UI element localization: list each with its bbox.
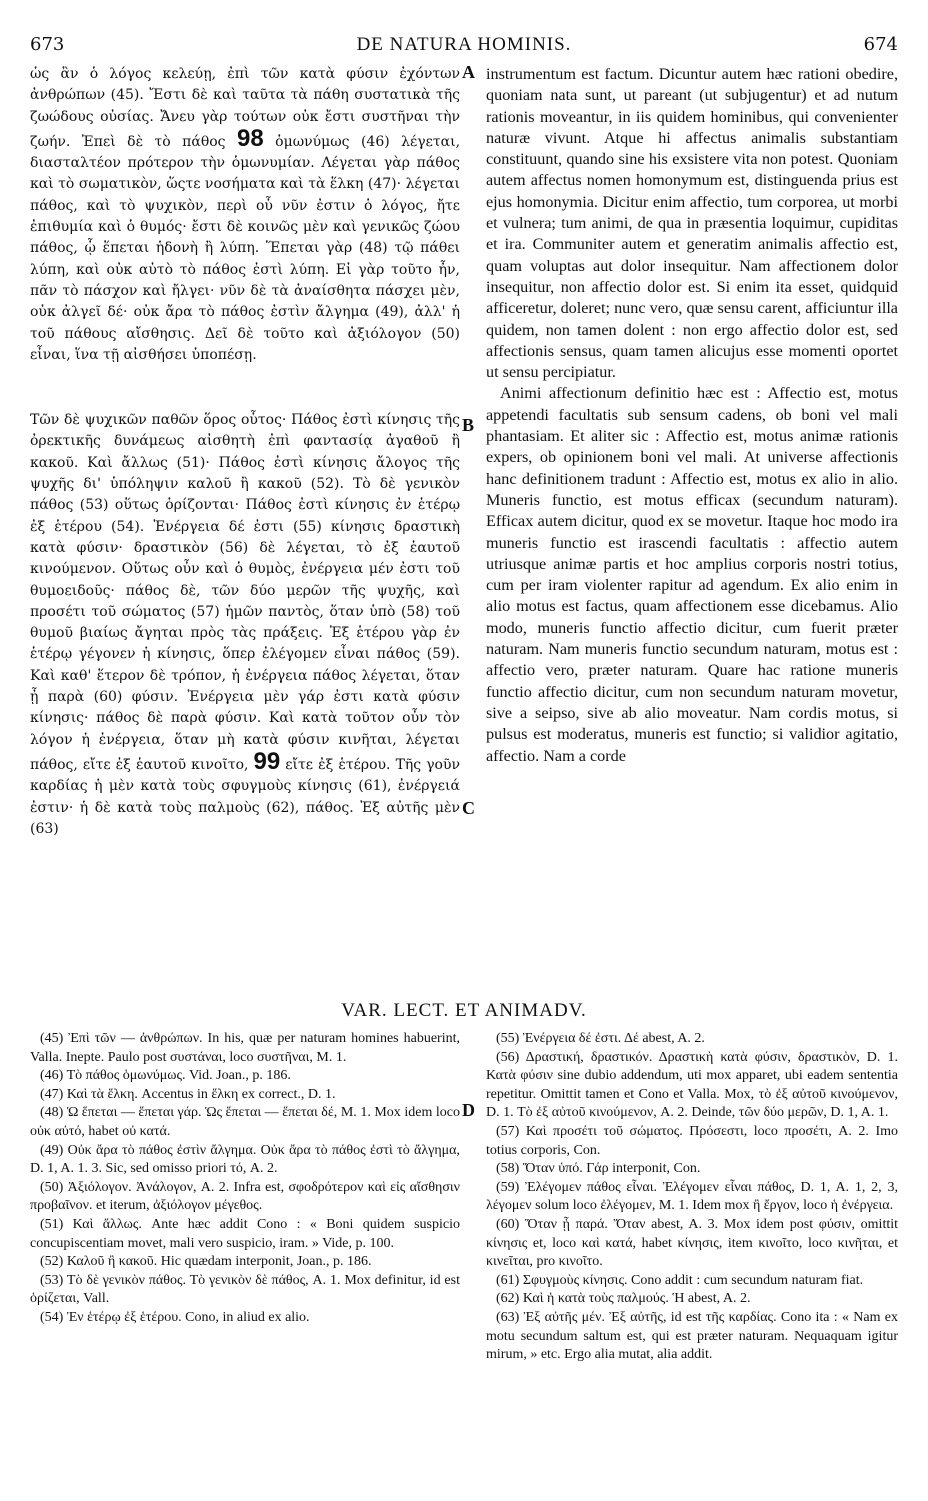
note: (49) Οὐκ ἄρα τὸ πάθος ἐστὶν ἄλγημα. Οὐκ ἄρα τὸ πάθος ἐστὶ τὸ ἄλγημα, D. 1, A. 1. 3. Sic, sed omisso priori τό, A. 2. xyxy=(30,1142,460,1177)
latin-paragraph: instrumentum est factum. Dicuntur autem hæc rationi obedire, quoniam nata sunt, ut pareant (ut subjugentur) et ad nutum rationis moveantur, in iis quidem hominibus, qui convenienter naturæ vivunt. Atque hi affectus animalis substantiam constituunt, quando sine his exsistere vita non potest. Quoniam autem affectus nomen homonymum est, distinguenda prius est ejus homonymia. Dicitur enim affectio, tum corporea, ut morbi et vulnera; tum animi, de qua in præsentia loquimur, cupiditas et ira. Communiter autem et generatim animalis affectio est, quam voluptas aut dolor insequitur. Nam affectionem dolor insequitur, non affectio dolor est. Si enim ita esset, quidquid afficeretur, doleret; nunc vero, quæ sensu carent, afficiuntur illa quidem, non tamen dolent : non ergo affectio dolor est, sed affectionis sensus, quam tamen alicujus esse momenti oportet ut sensu percipiatur. xyxy=(486,65,898,382)
margin-marker: A xyxy=(462,62,475,82)
greek-text: Τῶν δὲ ψυχικῶν παθῶν ὅρος οὗτος· Πάθος ἐστὶ κίνησις τῆς ὀρεκτικῆς δυνάμεως αἰσθητὴ ἐπὶ φαντασίᾳ ἀγαθοῦ ἢ κακοῦ. Καὶ ἄλλως (51)· Πάθος ἐστὶ κίνησις ἄλογος τῆς ψυχῆς δι' ὑπόληψιν καλοῦ ἢ κακοῦ (52). Τὸ δὲ γενικὸν πάθος (53) οὕτως ὁρίζονται· Πάθος ἐστὶ κίνησις ἐν ἑτέρῳ ἐξ ἑτέρου (54). Ἐνέργεια δέ ἐστι (55) κίνησις δραστικὴ κατὰ φύσιν· δραστικὸν (56) δὲ λέγεται, τὸ ἐξ ἑαυτοῦ κινούμενον. Οὕτως οὖν καὶ ὁ θυμὸς, ἐνέργεια μέν ἐστι τοῦ θυμοειδοῦς· πάθος δὲ, τῶν δύο μερῶν τῆς ψυχῆς, καὶ προσέτι τοῦ σώματος (57) ἡμῶν παντὸς, ὅταν ὑπὸ (58) τοῦ θυμοῦ βιαίως ἄγηται πρὸς τὰς πράξεις. Ἐξ ἑτέρου γὰρ ἐν ἑτέρῳ γέγονεν ἡ κίνησις, ὅπερ ἐλέγομεν εἶναι πάθος (59). Καὶ καθ' ἕτερον δὲ τρόπον, ἡ ἐνέργεια πάθος λέγεται, ὅταν ᾖ παρὰ (60) φύσιν. Ἐνέργεια μὲν γάρ ἐστι κατὰ φύσιν κίνησις· πάθος δὲ παρὰ φύσιν. Καὶ κατὰ τοῦτον οὖν τὸν λόγον ἡ ἐνέργεια, ὅταν μὴ κατὰ φύσιν κινῆται, λέγεται πάθος, εἴτε ἐξ ἑαυτοῦ κινοῖτο, xyxy=(30,412,460,773)
margin-marker: D xyxy=(462,1100,475,1120)
note: (55) Ἐνέργεια δέ ἐστι. Δέ abest, A. 2. xyxy=(496,1031,705,1046)
greek-text: ὡς ἂν ὁ λόγος κελεύῃ, ἐπὶ τῶν κατὰ φύσιν ἐχόντων ἀνθρώπων (45). Ἔστι δὲ καὶ ταῦτα τὰ πάθη συστατικὰ τῆς ζωώδους οὐσίας. Ἄνευ γὰρ τούτων οὐκ ἔστι συστῆναι τὴν ζωήν. Ἐπεὶ δὲ τὸ πάθος xyxy=(30,66,460,150)
note: (51) Καὶ ἄλλως. Ante hæc addit Cono : « Boni quidem suspicio concupiscentiam movet, mali vero suspicio, iram. » Vide, p. 100. xyxy=(30,1216,460,1251)
running-title: DE NATURA HOMINIS. xyxy=(356,34,572,55)
note: (62) Καὶ ἡ κατὰ τοὺς παλμούς. Ἡ abest, A. 2. xyxy=(496,1291,751,1307)
note: (52) Καλοῦ ἢ κακοῦ. Hic quædam interponit, Joan., p. 186. xyxy=(40,1254,372,1270)
page-number-right: 674 xyxy=(863,34,898,55)
note: (45) Ἐπὶ τῶν — ἀνθρώπων. In his, quæ per naturam homines habuerint, Valla. Inepte. Paulo post συστάναι, loco συστῆναι, M. 1. xyxy=(30,1031,460,1065)
greek-paragraph xyxy=(30,64,460,366)
note: (60) Ὅταν ᾖ παρά. Ὅταν abest, A. 3. Mox idem post φύσιν, omittit κίνησις et, loco καὶ κατά, habet κίνησις, item κινοῖτο, loco κινῆται, et κινεῖται, pro κινοῖτο. xyxy=(486,1216,898,1270)
variant-readings-heading: VAR. LECT. ET ANIMADV. xyxy=(341,1000,587,1021)
note: (48) Ὡ ἕπεται — ἕπεται γάρ. Ὡς ἕπεται — ἕπεται δέ, M. 1. Mox idem loco οὐκ αὐτό, habet οὐ κατά. xyxy=(30,1105,460,1139)
latin-paragraph: Animi affectionum definitio hæc est : Affectio est, motus appetendi facultatis sub sensum cadens, ob boni vel mali phantasiam. Et aliter sic : Affectio est, motus animæ rationis expers, ob opinionem boni vel mali. At universe affectionis hanc definitionem tradunt : Affectio est, motus ex alio in alio. Muneris functio, est motus efficax (secundum naturam). Efficax autem dicitur, quod ex se movetur. Itaque hoc modo ira muneris functio est irascendi facultatis : affectio autem utriusque animæ partis et hoc amplius corporis nostri totius, cum per iram violenter rapitur ad agendum. Ex alio enim in alio motus est factus, quam affectionem esse dicebamus. Alio modo, muneris functio affectio dicitur, cum fuerit præter naturam. Nam muneris functio secundum naturam, motus est : affectio vero, præter naturam. Quare hac ratione muneris functio affectio dicitur, cum non secundum naturam movetur, sive a seipso, sive ab alio moveatur. Nam cordis motus, si pulsus est moderatus, muneris est functio; si validior agitatio, affectio. Nam a corde xyxy=(486,384,898,765)
greek-text: ὁμωνύμως (46) λέγεται, διασταλτέον πρότερον τὴν ὁμωνυμίαν. Λέγεται γὰρ πάθος καὶ τὸ σωματικὸν, ὥςτε νοσήματα καὶ τὰ ἕλκη (47)· λέγεται πάθος, καὶ τὸ ψυχικὸν, περὶ οὗ νῦν ἐστιν ὁ λόγος, ἤτε ἐπιθυμία καὶ ὁ θυμός· ἔστι δὲ κοινῶς μὲν καὶ γενικῶς ζώου πάθος, ᾧ ἕπεται ἡδονὴ ἢ λύπη. Ἕπεται γὰρ (48) τῷ πάθει λύπη, καὶ οὐκ αὐτὸ τὸ πάθος ἐστὶ λύπη. Εἰ γὰρ τοῦτο ἦν, πᾶν τὸ πάσχον καὶ ἤλγει· νῦν δὲ τὰ ἀναίσθητα πάσχει μὲν, οὐκ ἀλγεῖ δέ· οὐκ ἄρα τὸ πάθος ἐστὶν ἄλγημα (49), ἀλλ' ἡ τοῦ πάθους αἴσθησις. Δεῖ δὲ τοῦτο καὶ ἀξιόλογον (50) εἶναι, ἵνα τῇ αἰσθήσει ὑποπέσῃ. xyxy=(30,133,461,363)
note: (50) Ἀξιόλογον. Ἀνάλογον, A. 2. Infra est, σφοδρότερον καὶ εἰς αἴσθησιν προβαῖνον. et iterum, ἀξιόλογον μέγεθος. xyxy=(30,1179,460,1214)
page-number-left: 673 xyxy=(30,34,65,55)
notes-left-column xyxy=(30,1030,460,1328)
note: (63) Ἐξ αὐτῆς μέν. Ἐξ αὐτῆς, id est τῆς καρδίας. Cono ita : « Nam ex motu secundum saltum est, qui est præter naturam. Nequaquam igitur mirum, » etc. Ergo alia mutat, alia addit. xyxy=(486,1309,898,1363)
note: (53) Τὸ δὲ γενικὸν πάθος. Τὸ γενικὸν δὲ πάθος, A. 1. Mox definitur, id est ὁρίζεται, Vall. xyxy=(30,1272,460,1307)
section-number: 99 xyxy=(253,747,281,775)
margin-marker: B xyxy=(462,415,475,435)
margin-marker: C xyxy=(462,798,475,818)
greek-column xyxy=(30,64,460,840)
note: (57) Καὶ προσέτι τοῦ σώματος. Πρόσεστι, loco προσέτι, A. 2. Imo totius corporis, Con. xyxy=(486,1123,898,1158)
note: (59) Ἐλέγομεν πάθος εἶναι. Ἐλέγομεν εἶναι πάθος, D. 1, A. 1, 2, 3, λέγομεν solum loco ἐλέγομεν, M. 1. Idem mox ἢ ἔργον, loco ἡ ἐνέργεια. xyxy=(486,1179,898,1214)
greek-paragraph xyxy=(30,410,460,840)
note: (47) Καὶ τὰ ἕλκη. Accentus in ἕλκη ex correct., D. 1. xyxy=(40,1086,336,1102)
notes-right-column xyxy=(486,1030,898,1365)
note: (61) Σφυγμοὺς κίνησις. Cono addit : cum secundum naturam fiat. xyxy=(496,1272,864,1288)
note: (56) Δραστική, δραστικόν. Δραστικὴ κατὰ φύσιν, δραστικὸν, D. 1. Κατὰ φύσιν sine dubio addendum, uti mox apparet, ubi eadem sententia repetitur. Omittit tamen et Cono et Valla. Mox, τὸ ἐξ αὐτοῦ κινούμενον, D. 1. Τὸ ἐξ αὐτοῦ κινούμενον, A. 2. Deinde, τῶν δύο μερῶν, D. 1, A. 1. xyxy=(486,1049,898,1121)
note: (54) Ἐν ἑτέρῳ ἐξ ἑτέρου. Cono, in aliud ex alio. xyxy=(40,1309,310,1325)
note: (46) Τὸ πάθος ὁμωνύμως. Vid. Joan., p. 186. xyxy=(40,1068,291,1084)
note: (58) Ὅταν ὑπό. Γάρ interponit, Con. xyxy=(496,1161,701,1177)
greek-text: εἴτε ἐξ ἑτέρου. Τῆς γοῦν καρδίας ἡ μὲν κατὰ τοὺς σφυγμοὺς κίνησις (61), ἐνέργειά ἐστιν· ἡ δὲ κατὰ τοὺς παλμοὺς (62), πάθος. Ἐξ αὐτῆς μὲν (63) xyxy=(30,756,461,837)
section-number: 98 xyxy=(237,124,264,152)
running-header xyxy=(0,28,928,58)
latin-column xyxy=(486,64,898,767)
